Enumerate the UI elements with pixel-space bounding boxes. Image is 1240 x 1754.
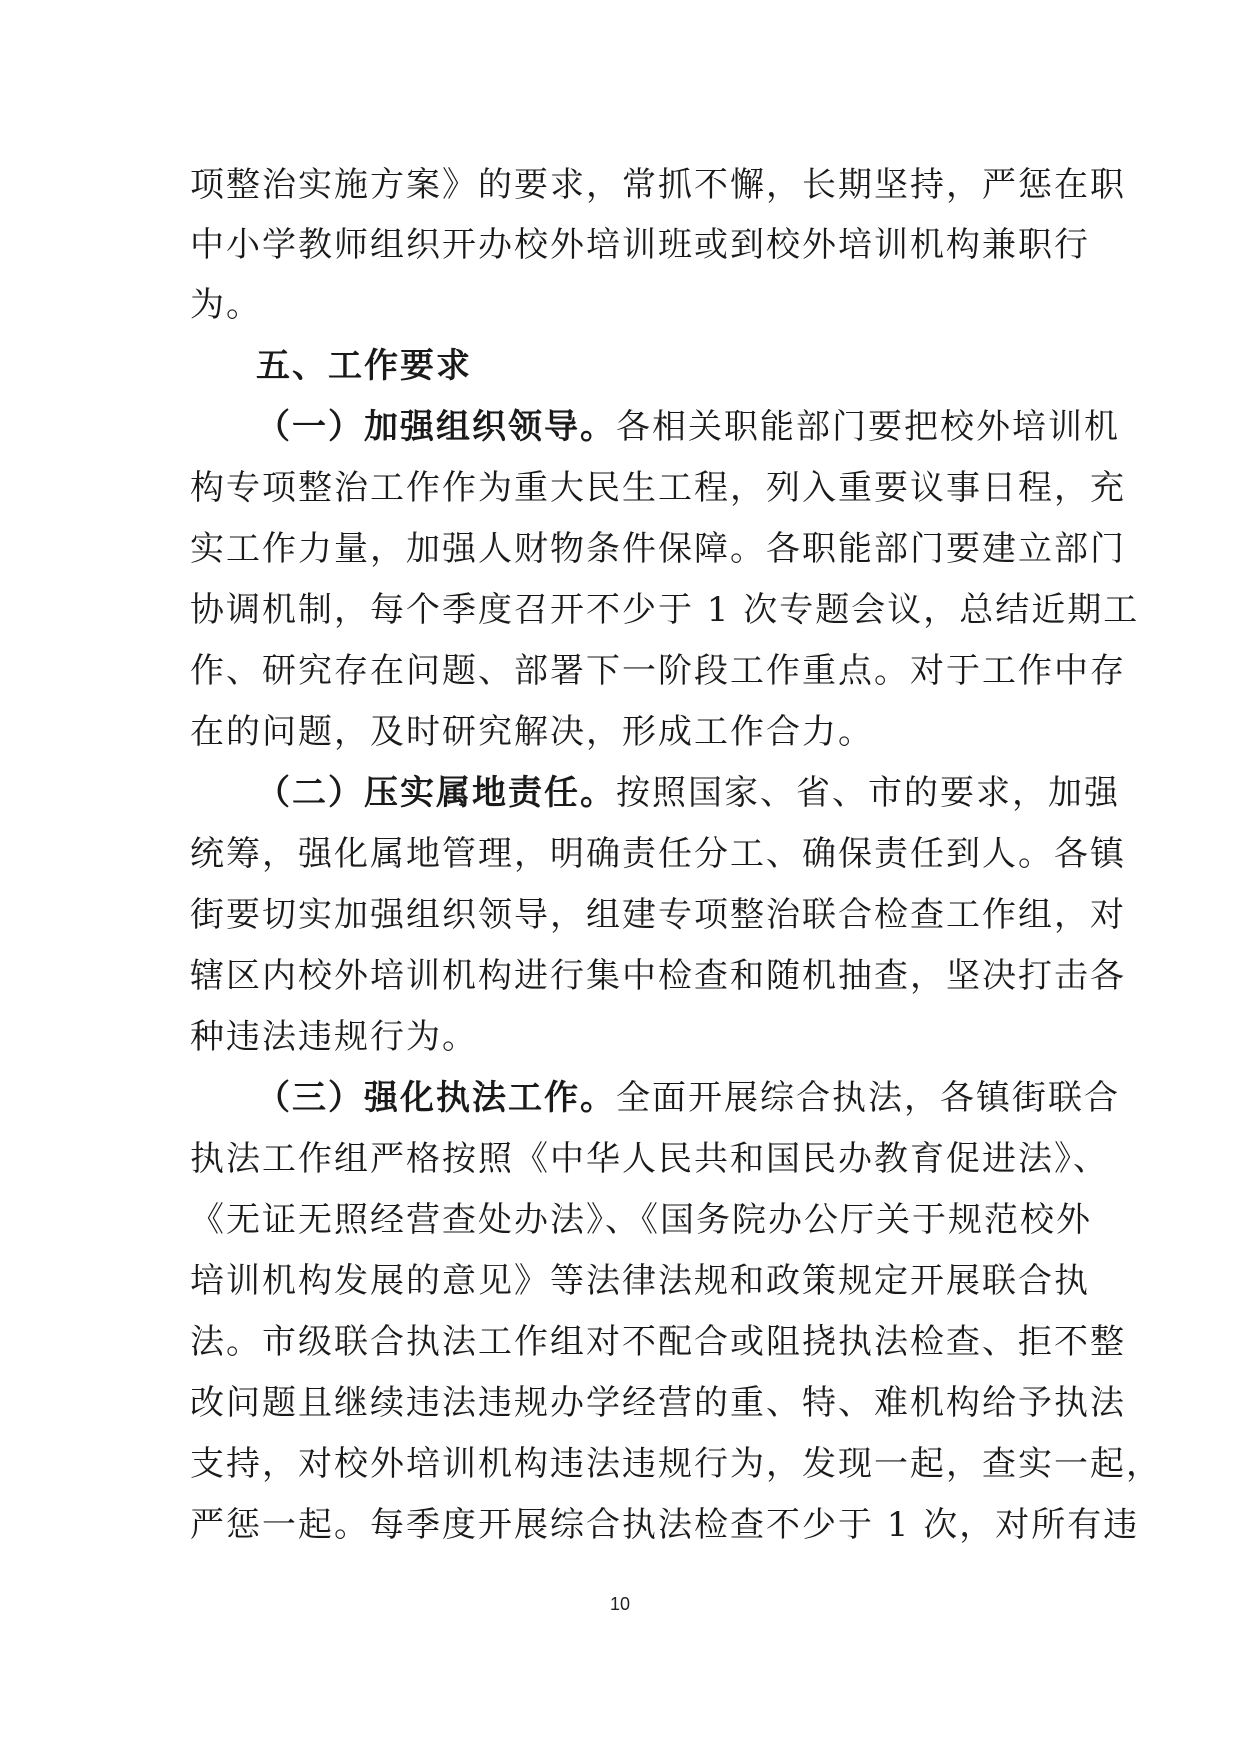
section-heading: 五、工作要求 xyxy=(256,346,472,386)
body-line: 严惩一起。每季度开展综合执法检查不少于 1 次，对所有违 xyxy=(190,1505,1140,1545)
body-line: 执法工作组严格按照《中华人民共和国民办教育促进法》、 xyxy=(190,1139,1109,1179)
body-line: 在的问题，及时研究解决，形成工作合力。 xyxy=(190,712,874,752)
body-line: 构专项整治工作作为重大民生工程，列入重要议事日程，充 xyxy=(190,468,1126,508)
body-line: 中小学教师组织开办校外培训班或到校外培训机构兼职行 xyxy=(190,225,1090,265)
body-line: 《无证无照经营查处办法》、《国务院办公厅关于规范校外 xyxy=(190,1200,1092,1240)
body-line: 协调机制，每个季度召开不少于 1 次专题会议，总结近期工 xyxy=(190,590,1140,630)
paragraph-first-line xyxy=(256,1068,1120,1128)
page-number: 10 xyxy=(609,1594,631,1614)
body-line: 统筹，强化属地管理，明确责任分工、确保责任到人。各镇 xyxy=(190,834,1126,874)
paragraph-first-line xyxy=(256,397,1120,457)
body-line: 改问题且继续违法违规办学经营的重、特、难机构给予执法 xyxy=(190,1383,1126,1423)
body-line: 作、研究存在问题、部署下一阶段工作重点。对于工作中存 xyxy=(190,651,1126,691)
paragraph-text: 各相关职能部门要把校外培训机 xyxy=(616,407,1120,447)
subheading: （三）强化执法工作。 xyxy=(256,1078,616,1118)
body-line: 项整治实施方案》的要求，常抓不懈，长期坚持，严惩在职 xyxy=(190,165,1126,205)
paragraph-first-line xyxy=(256,763,1120,823)
body-line: 实工作力量，加强人财物条件保障。各职能部门要建立部门 xyxy=(190,529,1126,569)
subheading: （二）压实属地责任。 xyxy=(256,773,616,813)
body-line: 法。市级联合执法工作组对不配合或阻挠执法检查、拒不整 xyxy=(190,1322,1126,1362)
subheading: （一）加强组织领导。 xyxy=(256,407,616,447)
paragraph-text: 全面开展综合执法，各镇街联合 xyxy=(616,1078,1120,1118)
paragraph-text: 按照国家、省、市的要求，加强 xyxy=(616,773,1120,813)
body-line: 街要切实加强组织领导，组建专项整治联合检查工作组，对 xyxy=(190,895,1126,935)
body-line: 种违法违规行为。 xyxy=(190,1017,478,1057)
body-line: 为。 xyxy=(190,285,262,325)
body-line: 培训机构发展的意见》等法律法规和政策规定开展联合执 xyxy=(190,1261,1090,1301)
body-line: 辖区内校外培训机构进行集中检查和随机抽查，坚决打击各 xyxy=(190,956,1126,996)
body-line: 支持，对校外培训机构违法违规行为，发现一起，查实一起， xyxy=(190,1444,1162,1484)
